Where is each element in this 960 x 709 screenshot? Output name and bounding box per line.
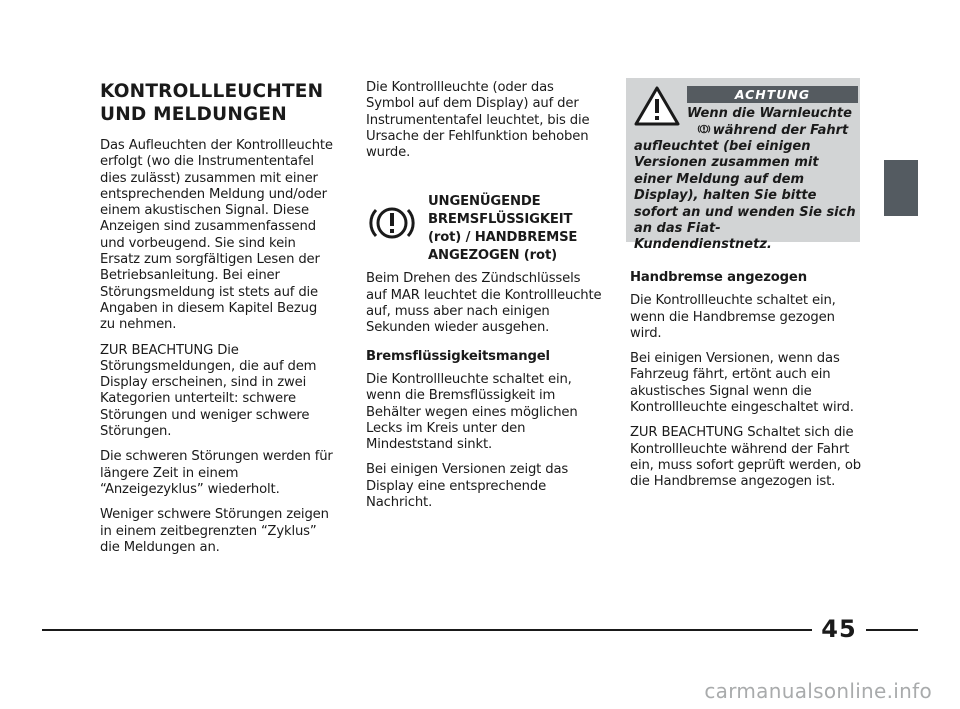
- acoustic-signal-paragraph: Bei einigen Versionen, wenn das Fahrzeug fährt, ertönt auch ein akustisches Signal wenn die Kontrollleuchte eingeschaltet wird.: [630, 351, 854, 416]
- column-middle: [366, 80, 602, 520]
- warning-text-line1: Wenn die Warnleuchte: [687, 106, 852, 121]
- severe-faults-paragraph: Die schweren Störungen werden für längere Zeit in einem “Anzeigezyklus” wiederholt.: [100, 449, 333, 497]
- ignition-paragraph: Beim Drehen des Zündschlüssels auf MAR leuchtet die Kontrollleuchte auf, muss aber nach einigen Sekunden wieder ausgehen.: [366, 271, 602, 336]
- footer-rule-left: [42, 629, 812, 631]
- footer-rule-right: [866, 629, 918, 631]
- minor-faults-paragraph: Weniger schwere Störungen zeigen in einem zeitbegrenzten “Zyklus” die Meldungen an.: [100, 507, 329, 555]
- chapter-tab: [884, 160, 918, 216]
- column-right: [630, 270, 866, 500]
- indicator-title: UNGENÜGENDE BREMSFLÜSSIGKEIT (rot) / HANDBREMSE ANGEZOGEN (rot): [428, 194, 578, 264]
- brake-warning-icon-inline: [697, 122, 711, 136]
- page-number: 45: [821, 615, 857, 643]
- intro-paragraph: Das Aufleuchten der Kontrollleuchte erfolgt (wo die Instrumententafel dies zulässt) zusammen mit einer entsprechenden Meldung und/oder einem akustischen Signal. Diese Anzeigen sind zusammenfassend und vorbeugend. Sie sind kein Ersatz zum sorgfältigen Lesen der Betriebsanleitung. Bei einer Störungsmeldung ist stets auf die Angaben in diesem Kapitel Bezug zu nehmen.: [100, 138, 333, 333]
- warning-triangle-icon: [634, 86, 680, 126]
- warning-label: ACHTUNG: [687, 86, 858, 103]
- handbrake-subhead: Handbremse angezogen: [630, 270, 807, 285]
- handbrake-note-paragraph: ZUR BEACHTUNG Schaltet sich die Kontrollleuchte während der Fahrt ein, muss sofort geprüft werden, ob die Handbremse angezogen ist.: [630, 425, 862, 490]
- note-paragraph: ZUR BEACHTUNG Die Störungsmeldungen, die auf dem Display erscheinen, sind in zwei Kategorien unterteilt: schwere Störungen und weniger schwere Störungen.: [100, 342, 317, 440]
- page-title-line1: KONTROLLLEUCHTEN: [100, 81, 324, 102]
- indicator-block: [366, 193, 602, 263]
- brake-warning-icon: [366, 197, 418, 249]
- column-left: [100, 80, 336, 565]
- display-message-paragraph: Bei einigen Versionen zeigt das Display eine entsprechende Nachricht.: [366, 462, 569, 511]
- brake-fluid-paragraph: Die Kontrollleuchte schaltet ein, wenn die Bremsflüssigkeit im Behälter wegen eines möglichen Lecks im Kreis unter den Mindeststand sinkt.: [366, 371, 578, 453]
- lamp-intro-paragraph: Die Kontrollleuchte (oder das Symbol auf dem Display) auf der Instrumententafel leuchtet, bis die Ursache der Fehlfunktion behoben wurde.: [366, 80, 590, 161]
- handbrake-paragraph: Die Kontrollleuchte schaltet ein, wenn die Handbremse gezogen wird.: [630, 293, 836, 341]
- page-title-line2: UND MELDUNGEN: [100, 104, 287, 125]
- page-title: [100, 80, 336, 126]
- warning-text-line2: während der Fahrt: [712, 123, 849, 139]
- warning-text-top: [687, 106, 858, 140]
- brake-fluid-subhead: Bremsflüssigkeitsmangel: [366, 348, 550, 364]
- watermark: carmanualsonline.info: [704, 679, 932, 703]
- warning-text-rest: aufleuchtet (bei einigen Versionen zusammen mit einer Meldung auf dem Display), halten Sie bitte sofort an und wenden Sie sich an das Fiat-Kundendienstnetz.: [634, 139, 856, 253]
- warning-box: [626, 78, 860, 253]
